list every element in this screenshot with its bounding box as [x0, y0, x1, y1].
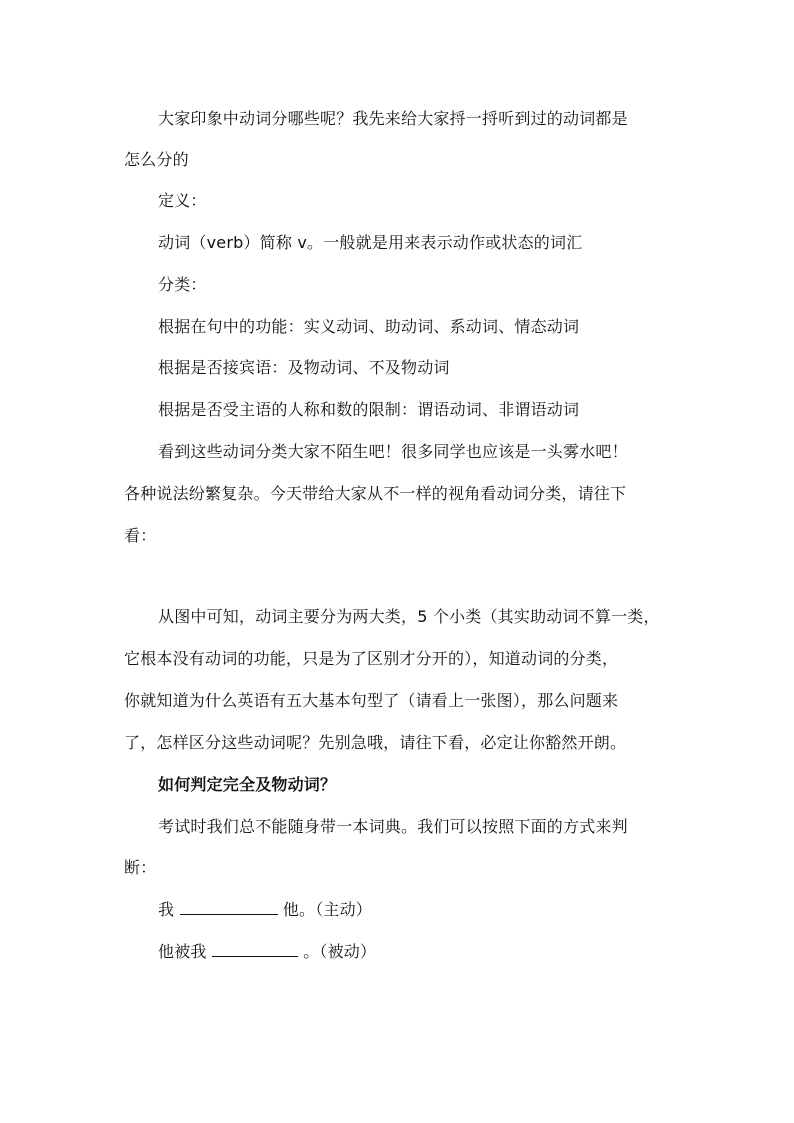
fill-blank	[180, 900, 278, 915]
classification-item: 根据是否接宾语：及物动词、不及物动词	[158, 358, 450, 377]
definition-label: 定义：	[158, 191, 207, 210]
paragraph-line: 断：	[124, 858, 157, 877]
section-heading: 如何判定完全及物动词？	[158, 775, 337, 794]
example-active	[158, 900, 372, 920]
paragraph-line: 看到这些动词分类大家不陌生吧！很多同学也应该是一头雾水吧！	[158, 442, 628, 461]
example-passive	[158, 942, 376, 962]
paragraph-line: 了，怎样区分这些动词呢？先别急哦，请往下看，必定让你豁然开朗。	[124, 733, 627, 752]
paragraph-line: 大家印象中动词分哪些呢？我先来给大家捋一捋听到过的动词都是	[158, 109, 628, 128]
paragraph-line: 各种说法纷繁复杂。今天带给大家从不一样的视角看动词分类，请往下	[124, 484, 627, 503]
example-active-end: 他。（主动）	[282, 900, 372, 919]
paragraph-line: 考试时我们总不能随身带一本词典。我们可以按照下面的方式来判	[158, 817, 628, 836]
fill-blank	[212, 942, 298, 957]
example-passive-start: 他被我	[158, 942, 207, 961]
paragraph-line: 它根本没有动词的功能，只是为了区别才分开的），知道动词的分类，	[124, 649, 619, 668]
classification-item: 根据在句中的功能：实义动词、助动词、系动词、情态动词	[158, 317, 580, 336]
paragraph-line: 怎么分的	[124, 150, 189, 169]
example-active-start: 我	[158, 900, 175, 919]
classification-label: 分类：	[158, 275, 207, 294]
paragraph-line: 你就知道为什么英语有五大基本句型了（请看上一张图），那么问题来	[124, 691, 619, 710]
example-passive-end: 。（被动）	[303, 942, 377, 961]
paragraph-line: 看：	[124, 526, 157, 545]
definition-text: 动词（verb）简称 v。一般就是用来表示动作或状态的词汇	[158, 233, 583, 252]
paragraph-line: 从图中可知，动词主要分为两大类，5 个小类（其实助动词不算一类，	[158, 607, 660, 626]
classification-item: 根据是否受主语的人称和数的限制：谓语动词、非谓语动词	[158, 400, 580, 419]
